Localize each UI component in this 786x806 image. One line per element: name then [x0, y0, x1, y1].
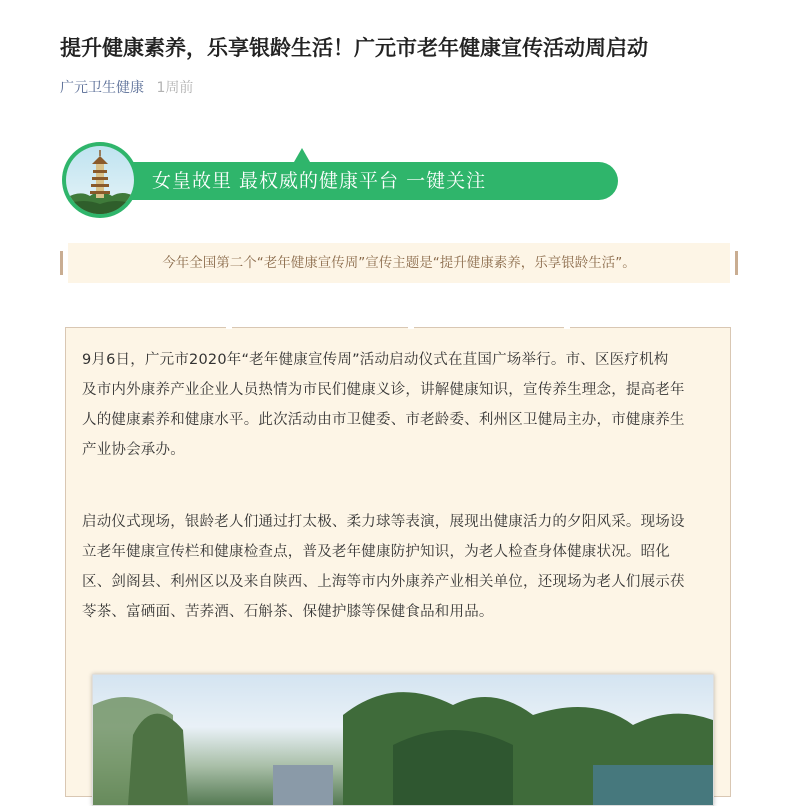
- paragraph-line: 及市内外康养产业企业人员热情为市民们健康义诊，讲解健康知识，宣传养生理念，提高老年: [82, 382, 685, 398]
- paragraph-1: [82, 345, 722, 465]
- quote-text: 今年全国第二个“老年健康宣传周”宣传主题是“提升健康素养，乐享银龄生活”。: [162, 255, 636, 271]
- article-title: 提升健康素养，乐享银龄生活！广元市老年健康宣传活动周启动: [60, 36, 648, 60]
- paragraph-line: 产业协会承办。: [82, 442, 185, 458]
- paragraph-2: [82, 507, 722, 627]
- banner-notch: [294, 148, 310, 162]
- panel-tick: [564, 326, 570, 329]
- paragraph-line: 人的健康素养和健康水平。此次活动由市卫健委、市老龄委、利州区卫健局主办，市健康养生: [82, 412, 685, 428]
- author-link[interactable]: 广元卫生健康: [60, 80, 144, 96]
- publish-time: 1周前: [156, 80, 194, 96]
- quote-bar-left: [60, 251, 63, 275]
- article-meta: [60, 78, 193, 98]
- paragraph-line: 苓茶、富硒面、苦荞酒、石斛茶、保健护膝等保健食品和用品。: [82, 604, 494, 620]
- quote-bar-right: [735, 251, 738, 275]
- paragraph-line: 立老年健康宣传栏和健康检查点，普及老年健康防护知识，为老人检查身体健康状况。昭化: [82, 544, 670, 560]
- event-photo[interactable]: [92, 674, 714, 806]
- article-body: [65, 327, 731, 797]
- paragraph-line: 区、剑阁县、利州区以及来自陕西、上海等市内外康养产业相关单位，还现场为老人们展示茯: [82, 574, 685, 590]
- panel-tick: [226, 326, 232, 329]
- tower-logo-icon: [62, 142, 138, 218]
- theme-quote: [68, 243, 730, 283]
- panel-tick: [408, 326, 414, 329]
- paragraph-line: 启动仪式现场，银龄老人们通过打太极、柔力球等表演，展现出健康活力的夕阳风采。现场设: [82, 514, 685, 530]
- follow-banner[interactable]: [62, 140, 562, 220]
- paragraph-line: 9月6日，广元市2020年“老年健康宣传周”活动启动仪式在苴国广场举行。市、区医疗机构: [82, 352, 669, 368]
- banner-text: 女皇故里 最权威的健康平台 一键关注: [152, 170, 487, 192]
